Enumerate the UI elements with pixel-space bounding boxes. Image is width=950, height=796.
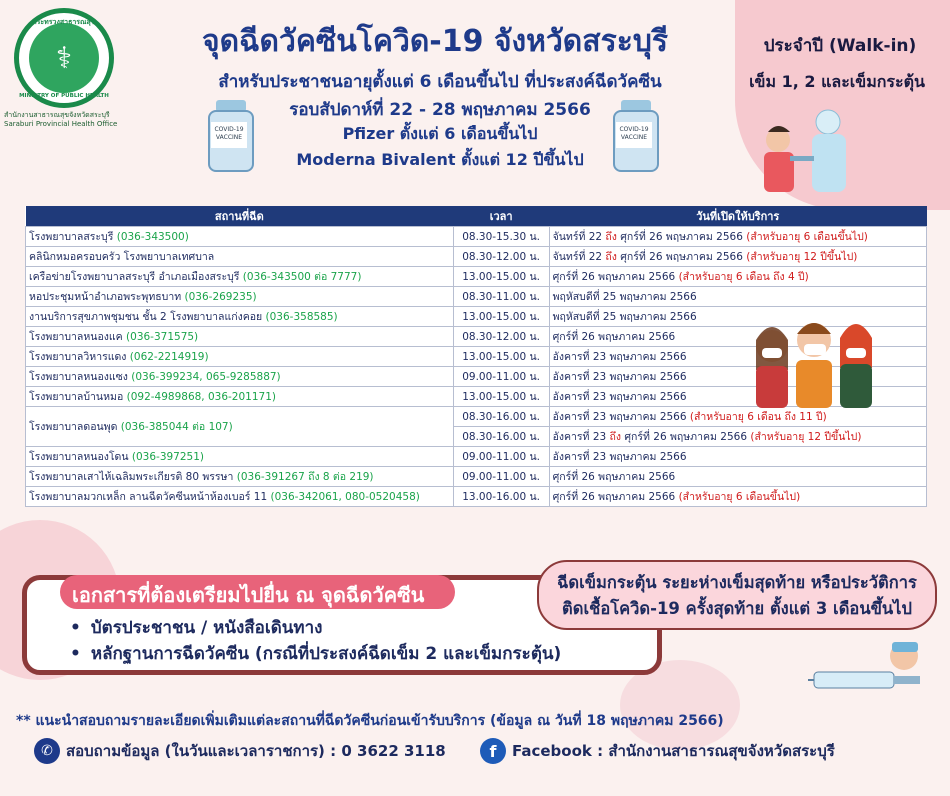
doctor-vaccinating-illustration	[750, 100, 860, 195]
cell-date	[549, 246, 926, 266]
place-phone: (036-397251)	[131, 450, 204, 463]
cell-place	[26, 266, 454, 286]
phone-text: สอบถามข้อมูล (ในวันและเวลาราชการ) : 0 3622 3118	[66, 742, 446, 760]
date-start: พฤหัสบดีที่ 25 พฤษภาคม 2566	[552, 310, 697, 323]
cell-place	[26, 466, 454, 486]
place-name: โรงพยาบาลดอนพุด	[29, 420, 118, 433]
place-phone: (062-2214919)	[129, 350, 209, 363]
place-phone: (036-391267 ถึง 8 ต่อ 219)	[236, 470, 374, 483]
age-note: (สำหรับอายุ 6 เดือน ถึง 4 ปี)	[678, 270, 809, 283]
cell-time: 09.00-11.00 น.	[453, 366, 549, 386]
place-phone: (092-4989868, 036-201171)	[126, 390, 276, 403]
dose-label: เข็ม 1, 2 และเข็มกระตุ้น	[749, 72, 925, 91]
cell-time: 08.30-12.00 น.	[453, 246, 549, 266]
cell-time: 08.30-15.30 น.	[453, 226, 549, 246]
table-row	[26, 406, 927, 426]
date-start: อังคารที่ 23 พฤษภาคม 2566	[552, 350, 687, 363]
date-end: ศุกร์ที่ 26 พฤษภาคม 2566	[620, 250, 743, 263]
place-name: โรงพยาบาลบ้านหมอ	[29, 390, 124, 403]
caduceus-icon: ⚕	[29, 23, 99, 93]
place-name: โรงพยาบาลเสาไห้เฉลิมพระเกียรติ 80 พรรษา	[29, 470, 234, 483]
date-start: ศุกร์ที่ 26 พฤษภาคม 2566	[552, 270, 676, 283]
cell-time: 13.00-15.00 น.	[453, 386, 549, 406]
place-phone: (036-342061, 080-0520458)	[270, 490, 420, 503]
cell-time: 08.30-16.00 น.	[453, 426, 549, 446]
cell-time: 08.30-12.00 น.	[453, 326, 549, 346]
booster-line-1: ฉีดเข็มกระตุ้น ระยะห่างเข็มสุดท้าย หรือประวัติการ	[557, 573, 917, 592]
logo-ring-bottom: MINISTRY OF PUBLIC HEALTH	[19, 93, 109, 99]
date-to: ถึง	[605, 230, 617, 243]
contact-facebook[interactable]	[480, 738, 835, 764]
cell-date	[549, 266, 926, 286]
age-note: (สำหรับอายุ 6 เดือน ถึง 11 ปี)	[689, 410, 827, 423]
ministry-logo	[14, 8, 114, 108]
place-phone: (036-343500 ต่อ 7777)	[242, 270, 362, 283]
cell-time: 08.30-16.00 น.	[453, 406, 549, 426]
page-title: จุดฉีดวัคซีนโควิด-19 จังหวัดสระบุรี	[202, 24, 668, 59]
table-row	[26, 246, 927, 266]
header-place: สถานที่ฉีด	[26, 206, 454, 226]
cell-date	[549, 286, 926, 306]
cell-place	[26, 286, 454, 306]
table-row	[26, 286, 927, 306]
org-name-en: Saraburi Provincial Health Office	[4, 120, 118, 128]
cell-place	[26, 246, 454, 266]
subtitle: สำหรับประชาชนอายุตั้งแต่ 6 เดือนขึ้นไป ที่ประสงค์ฉีดวัคซีน	[218, 72, 662, 92]
vaccine-vial-icon	[613, 100, 659, 172]
place-name: หอประชุมหน้าอำเภอพระพุทธบาท	[29, 290, 182, 303]
date-start: อังคารที่ 23 พฤษภาคม 2566	[552, 450, 687, 463]
place-phone: (036-399234, 065-9285887)	[131, 370, 281, 383]
place-name: คลินิกหมอครอบครัว โรงพยาบาลเทศบาล	[29, 250, 215, 263]
cell-time: 08.30-11.00 น.	[453, 286, 549, 306]
nurse-syringe-illustration	[808, 636, 938, 716]
date-start: อังคารที่ 23	[552, 430, 607, 443]
date-end: ศุกร์ที่ 26 พฤษภาคม 2566	[624, 430, 748, 443]
cell-place	[26, 366, 454, 386]
table-row	[26, 466, 927, 486]
facebook-text[interactable]: Facebook : สำนักงานสาธารณสุขจังหวัดสระบุรี	[512, 742, 835, 760]
date-end: ศุกร์ที่ 26 พฤษภาคม 2566	[620, 230, 743, 243]
age-note: (สำหรับอายุ 6 เดือนขึ้นไป)	[678, 490, 801, 503]
place-name: เครือข่ายโรงพยาบาลสระบุรี อำเภอเมืองสระบุรี	[29, 270, 240, 283]
place-phone: (036-343500)	[116, 230, 189, 243]
vial-label: COVID-19 VACCINE	[616, 122, 652, 148]
cell-place	[26, 406, 454, 446]
place-phone: (036-269235)	[184, 290, 257, 303]
age-note: (สำหรับอายุ 12 ปีขึ้นไป)	[746, 250, 858, 263]
table-row	[26, 486, 927, 506]
cell-place	[26, 326, 454, 346]
cell-time: 13.00-15.00 น.	[453, 266, 549, 286]
date-to: ถึง	[605, 250, 617, 263]
cell-date	[549, 426, 926, 446]
moderna-info: Moderna Bivalent ตั้งแต่ 12 ปีขึ้นไป	[296, 150, 584, 169]
date-start: อังคารที่ 23 พฤษภาคม 2566	[552, 370, 687, 383]
cell-time: 13.00-16.00 น.	[453, 486, 549, 506]
date-start: ศุกร์ที่ 26 พฤษภาคม 2566	[552, 490, 676, 503]
table-header	[26, 206, 927, 226]
cell-time: 13.00-15.00 น.	[453, 346, 549, 366]
logo-ring-top: กระทรวงสาธารณสุข	[32, 18, 96, 26]
cell-date	[549, 226, 926, 246]
date-start: อังคารที่ 23 พฤษภาคม 2566	[552, 410, 687, 423]
cell-date	[549, 406, 926, 426]
booster-note	[537, 560, 937, 630]
booster-line-2: ติดเชื้อโควิด-19 ครั้งสุดท้าย ตั้งแต่ 3 เดือนขึ้นไป	[562, 599, 912, 618]
contact-phone	[34, 738, 446, 764]
week-range: รอบสัปดาห์ที่ 22 - 28 พฤษภาคม 2566	[289, 100, 591, 120]
table-row	[26, 446, 927, 466]
cell-place	[26, 226, 454, 246]
cell-time: 13.00-15.00 น.	[453, 306, 549, 326]
family-masks-illustration	[744, 308, 884, 408]
age-note: (สำหรับอายุ 12 ปีขึ้นไป)	[750, 430, 862, 443]
place-name: งานบริการสุขภาพชุมชน ชั้น 2 โรงพยาบาลแก่งคอย	[29, 310, 263, 323]
date-start: ศุกร์ที่ 26 พฤษภาคม 2566	[552, 330, 676, 343]
org-name-th: สำนักงานสาธารณสุขจังหวัดสระบุรี	[4, 111, 110, 119]
documents-title: เอกสารที่ต้องเตรียมไปยื่น ณ จุดฉีดวัคซีน	[60, 575, 455, 609]
cell-place	[26, 486, 454, 506]
place-name: โรงพยาบาลหนองแซง	[29, 370, 128, 383]
walkin-label: ประจำปี (Walk-in)	[763, 36, 917, 56]
place-phone: (036-358585)	[265, 310, 338, 323]
cell-place	[26, 446, 454, 466]
cell-date	[549, 486, 926, 506]
place-name: โรงพยาบาลสระบุรี	[29, 230, 114, 243]
header-date: วันที่เปิดให้บริการ	[549, 206, 926, 226]
date-start: อังคารที่ 23 พฤษภาคม 2566	[552, 390, 687, 403]
age-note: (สำหรับอายุ 6 เดือนขึ้นไป)	[746, 230, 868, 243]
vial-label: COVID-19 VACCINE	[211, 122, 247, 148]
document-item: • บัตรประชาชน / หนังสือเดินทาง	[70, 614, 322, 641]
facebook-icon: f	[480, 738, 506, 764]
header-time: เวลา	[453, 206, 549, 226]
phone-icon: ✆	[34, 738, 60, 764]
place-name: โรงพยาบาลวิหารแดง	[29, 350, 127, 363]
pfizer-info: Pfizer ตั้งแต่ 6 เดือนขึ้นไป	[342, 124, 538, 143]
cell-date	[549, 446, 926, 466]
date-start: พฤหัสบดีที่ 25 พฤษภาคม 2566	[552, 290, 697, 303]
table-row	[26, 266, 927, 286]
date-start: จันทร์ที่ 22	[552, 230, 603, 243]
place-phone: (036-371575)	[126, 330, 199, 343]
place-phone: (036-385044 ต่อ 107)	[120, 420, 233, 433]
date-to: ถึง	[609, 430, 622, 443]
cell-time: 09.00-11.00 น.	[453, 446, 549, 466]
place-name: โรงพยาบาลหนองโดน	[29, 450, 129, 463]
date-start: จันทร์ที่ 22	[552, 250, 603, 263]
date-start: ศุกร์ที่ 26 พฤษภาคม 2566	[552, 470, 676, 483]
cell-place	[26, 346, 454, 366]
cell-place	[26, 306, 454, 326]
document-item: • หลักฐานการฉีดวัคซีน (กรณีที่ประสงค์ฉีดเข็ม 2 และเข็มกระตุ้น)	[70, 640, 561, 667]
place-name: โรงพยาบาลมวกเหล็ก ลานฉีดวัคซีนหน้าห้องเบอร์ 11	[29, 490, 268, 503]
cell-date	[549, 466, 926, 486]
footnote: ** แนะนำสอบถามรายละเอียดเพิ่มเติมแต่ละสถานที่ฉีดวัคซีนก่อนเข้ารับบริการ (ข้อมูล ณ วันที่ 18 พฤษภาคม 2566)	[16, 713, 724, 729]
cell-time: 09.00-11.00 น.	[453, 466, 549, 486]
table-row	[26, 226, 927, 246]
cell-place	[26, 386, 454, 406]
place-name: โรงพยาบาลหนองแค	[29, 330, 123, 343]
vaccine-vial-icon	[208, 100, 254, 172]
